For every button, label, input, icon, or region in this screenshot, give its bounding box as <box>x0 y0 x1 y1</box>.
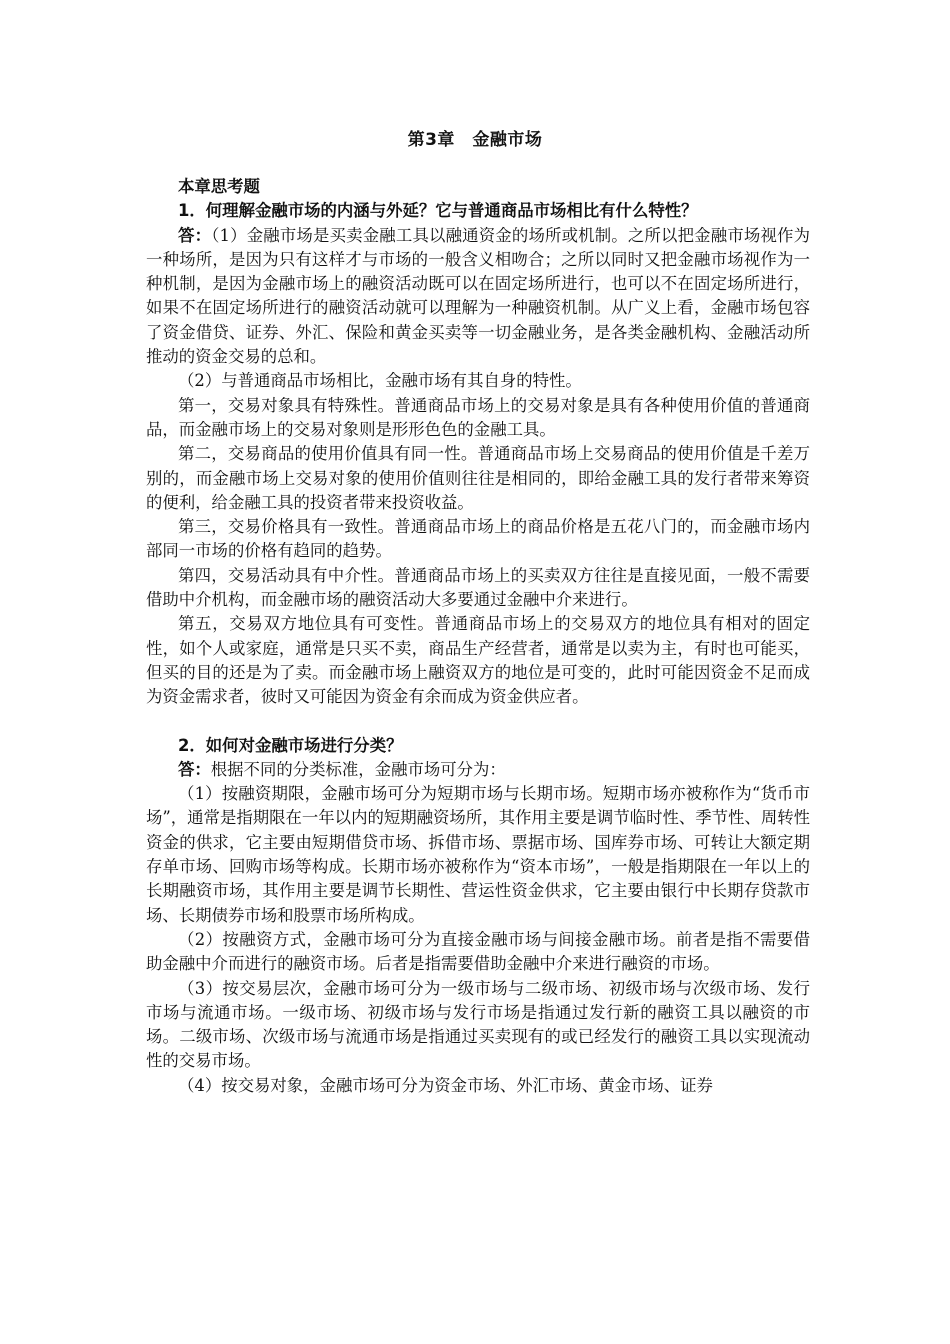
answer-1-text-1: （1）金融市场是买卖金融工具以融通资金的场所或机制。之所以把金融市场视作为一种场所，是因为只有这样才与市场的一般含义相吻合；之所以同时又把金融市场视作为一种机制，是因为金融市场上的融资活动既可以在固定场所进行，也可以不在固定场所进行，如果不在固定场所进行的融资活动就可以理解为一种融资机制。从广义上看，金融市场包容了资金借贷、证券、外汇、保险和黄金买卖等一切金融业务，是各类金融机构、金融活动所推动的资金交易的总和。 <box>146 225 811 367</box>
paragraph-gap <box>146 710 810 734</box>
answer-2-intro-text: 根据不同的分类标准，金融市场可分为： <box>210 759 506 779</box>
document-body <box>146 175 810 1098</box>
answer-1-paragraph-2: （2）与普通商品市场相比，金融市场有其自身的特性。 <box>178 371 582 391</box>
answer-2-paragraph-2: （2）按融资方式，金融市场可分为直接金融市场与间接金融市场。前者是指不需要借助金融中介而进行的融资市场。后者是指需要借助金融中介来进行融资的市场。 <box>146 929 810 974</box>
answer-1-paragraph-3: 第一，交易对象具有特殊性。普通商品市场上的交易对象是具有各种使用价值的普通商品，而金融市场上的交易对象则是形形色色的金融工具。 <box>146 395 810 439</box>
answer-1-paragraph-1 <box>146 224 810 370</box>
question-2: 2．如何对金融市场进行分类？ <box>178 735 403 755</box>
answer-2-paragraph-4: （4）按交易对象，金融市场可分为资金市场、外汇市场、黄金市场、证券 <box>178 1075 713 1095</box>
answer-label: 答： <box>178 225 212 245</box>
answer-1-paragraph-6: 第四，交易活动具有中介性。普通商品市场上的买卖双方往往是直接见面，一般不需要借助中介机构，而金融市场的融资活动大多要通过金融中介来进行。 <box>146 565 810 610</box>
section-heading: 本章思考题 <box>178 177 260 196</box>
chapter-title: 第3章 金融市场 <box>407 130 543 150</box>
answer-label: 答： <box>178 759 211 779</box>
question-1: 1．何理解金融市场的内涵与外延？它与普通商品市场相比有什么特性？ <box>178 201 698 221</box>
answer-2-paragraph-3: （3）按交易层次，金融市场可分为一级市场与二级市场、初级市场与次级市场、发行市场与流通市场。一级市场、初级市场与发行市场是指通过发行新的融资工具以融资的市场。二级市场、次级市场与流通市场是指通过买卖现有的或已经发行的融资工具以实现流动性的交易市场。 <box>146 978 810 1071</box>
answer-1-paragraph-4: 第二，交易商品的使用价值具有同一性。普通商品市场上交易商品的使用价值是千差万别的，而金融市场上交易对象的使用价值则往往是相同的，即给金融工具的发行者带来筹资的便利，给金融工具的投资者带来投资收益。 <box>146 444 810 512</box>
answer-2-paragraph-1: （1）按融资期限，金融市场可分为短期市场与长期市场。短期市场亦被称作为“货币市场”，通常是指期限在一年以内的短期融资场所，其作用主要是调节临时性、季节性、周转性资金的供求，它主要由短期借贷市场、拆借市场、票据市场、国库券市场、可转让大额定期存单市场、回购市场等构成。长期市场亦被称作为“资本市场”，一般是指期限在一年以上的长期融资市场，其作用主要是调节长期性、营运性资金供求，它主要由银行中长期存贷款市场、长期债券市场和股票市场所构成。 <box>146 784 811 925</box>
answer-1-paragraph-7: 第五，交易双方地位具有可变性。普通商品市场上的交易双方的地位具有相对的固定性，如个人或家庭，通常是只买不卖，商品生产经营者，通常是以卖为主，有时也可能买，但买的目的还是为了卖。而金融市场上融资双方的地位是可变的，此时可能因资金不足而成为资金需求者，彼时又可能因为资金有余而成为资金供应者。 <box>146 614 810 707</box>
answer-1-paragraph-5: 第三，交易价格具有一致性。普通商品市场上的商品价格是五花八门的，而金融市场内部同一市场的价格有趋同的趋势。 <box>146 517 810 561</box>
answer-2-intro <box>146 758 810 782</box>
